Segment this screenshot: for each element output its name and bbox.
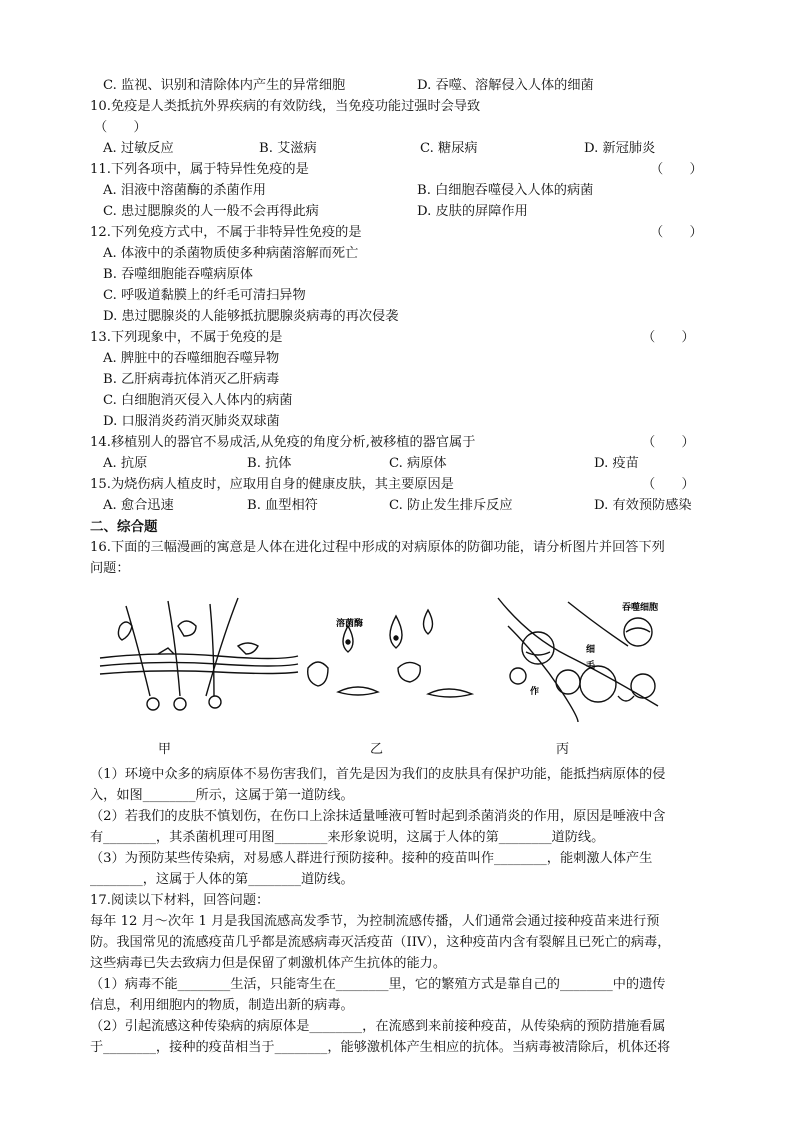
q16-part1-line2: 入，如图________所示，这属于第一道防线。 — [90, 788, 354, 803]
q12-answer-paren: （ ） — [650, 225, 703, 240]
q10-stem: 10.免疫是人类抵抗外界疾病的有效防线，当免疫功能过强时会导致 — [90, 99, 481, 114]
q11-answer-paren: （ ） — [650, 162, 703, 177]
q17-part2-line2: 于________，接种的疫苗相当于________，能够激机体产生相应的抗体。当病毒被清除后，机体还将 — [90, 1040, 671, 1055]
q16-part2-line1: （2）若我们的皮肤不慎划伤，在伤口上涂抹适量唾液可暂时起到杀菌消炎的作用，原因是唾液中含 — [90, 809, 666, 824]
q12-option-b: B. 吞噬细胞能吞噬病原体 — [103, 267, 253, 282]
q10-option-c: C. 糖尿病 — [420, 141, 478, 156]
q15-option-d: D. 有效预防感染 — [594, 498, 692, 513]
q10-option-a: A. 过敏反应 — [103, 141, 174, 156]
q14-option-a: A. 抗原 — [103, 456, 148, 471]
q13-option-c: C. 白细胞消灭侵入人体内的病菌 — [103, 393, 293, 408]
q14-stem: 14.移植别人的器官不易成活,从免疫的角度分析,被移植的器官属于 — [90, 435, 476, 450]
q14-answer-paren: （ ） — [642, 435, 695, 450]
q11-option-b: B. 白细胞吞噬侵入人体的病菌 — [417, 183, 594, 198]
bing-char-zuo: 作 — [530, 687, 540, 697]
q16-stem-line2: 问题： — [90, 561, 130, 576]
q15-option-b: B. 血型相符 — [247, 498, 318, 513]
cartoon-jia-skin-barrier — [100, 598, 298, 710]
q15-option-a: A. 愈合迅速 — [103, 498, 174, 513]
q15-option-c: C. 防止发生排斥反应 — [389, 498, 513, 513]
q12-option-d: D. 患过腮腺炎的人能够抵抗腮腺炎病毒的再次侵袭 — [103, 309, 399, 324]
cartoon-bing-phagocytes — [498, 598, 658, 722]
q13-option-a: A. 脾脏中的吞噬细胞吞噬异物 — [103, 351, 280, 366]
yi-lysozyme-label: 溶菌酶 — [336, 619, 364, 629]
caption-jia: 甲 — [158, 742, 172, 757]
q11-option-a: A. 泪液中溶菌酶的杀菌作用 — [103, 183, 266, 198]
q17-part1-line2: 信息，利用细胞内的物质，制造出新的病毒。 — [90, 998, 354, 1013]
q11-option-d: D. 皮肤的屏障作用 — [417, 204, 528, 219]
q11-option-c: C. 患过腮腺炎的人一般不会再得此病 — [103, 204, 319, 219]
q17-title: 17.阅读以下材料，回答问题： — [90, 893, 270, 908]
q17-material-line1: 每年 12 月～次年 1 月是我国流感高发季节，为控制流感传播，人们通常会通过接种疫苗来进行预 — [90, 914, 660, 929]
q12-option-a: A. 体液中的杀菌物质使多种病菌溶解而死亡 — [103, 246, 359, 261]
q16-part3-line1: （3）为预防某些传染病，对易感人群进行预防接种。接种的疫苗叫作________，能刺激人体产生 — [90, 851, 653, 866]
q13-option-b: B. 乙肝病毒抗体消灭乙肝病毒 — [103, 372, 280, 387]
bing-phagocyte-label: 吞噬细胞 — [622, 603, 659, 613]
q16-part2-line2: 有________，其杀菌机理可用图________来形象说明，这属于人体的第________道防线。 — [90, 830, 605, 845]
q10-option-d: D. 新冠肺炎 — [584, 141, 656, 156]
q10-answer-paren: （ ） — [94, 120, 147, 135]
q13-stem: 13.下列现象中，不属于免疫的是 — [90, 330, 283, 345]
q9-option-d: D. 吞噬、溶解侵入人体的细菌 — [417, 78, 594, 93]
q14-option-d: D. 疫苗 — [594, 456, 639, 471]
q15-stem: 15.为烧伤病人植皮时，应取用自身的健康皮肤，其主要原因是 — [90, 477, 454, 492]
q17-material-line2: 防。我国常见的流感疫苗几乎都是流感病毒灭活疫苗（IIV），这种疫苗内含有裂解且已死亡的病毒， — [90, 935, 671, 950]
q16-part3-line2: ________，这属于人体的第________道防线。 — [90, 872, 354, 887]
q13-answer-paren: （ ） — [642, 330, 695, 345]
q14-option-b: B. 抗体 — [247, 456, 292, 471]
cartoon-yi-lysozyme — [308, 610, 472, 697]
q16-stem-line1: 16.下面的三幅漫画的寓意是人体在进化过程中形成的对病原体的防御功能，请分析图片并回答下列 — [90, 540, 665, 555]
bing-char-xi: 细 — [586, 645, 596, 655]
caption-bing: 丙 — [556, 742, 570, 757]
q17-part2-line1: （2）引起流感这种传染病的病原体是________，在流感到来前接种疫苗，从传染病的预防措施看属 — [90, 1019, 666, 1034]
q16-part1-line1: （1）环境中众多的病原体不易伤害我们，首先是因为我们的皮肤具有保护功能，能抵挡病原体的侵 — [90, 767, 666, 782]
q15-answer-paren: （ ） — [642, 477, 695, 492]
q17-part1-line1: （1）病毒不能________生活，只能寄生在________里，它的繁殖方式是靠自己的________中的遗传 — [90, 977, 666, 992]
caption-yi: 乙 — [370, 742, 384, 757]
q17-material-line3: 这些病毒已失去致病力但是保留了刺激机体产生抗体的能力。 — [90, 956, 447, 971]
q10-option-b: B. 艾滋病 — [259, 141, 317, 156]
q12-stem: 12.下列免疫方式中，不属于非特异性免疫的是 — [90, 225, 362, 240]
q13-option-d: D. 口服消炎药消灭肺炎双球菌 — [103, 414, 280, 429]
section-heading: 二、综合题 — [90, 519, 158, 535]
defense-cartoon-figure — [98, 596, 698, 726]
q9-option-c: C. 监视、识别和清除体内产生的异常细胞 — [103, 78, 346, 93]
q11-stem: 11.下列各项中，属于特异性免疫的是 — [90, 162, 309, 177]
q12-option-c: C. 呼吸道黏膜上的纤毛可清扫异物 — [103, 288, 306, 303]
bing-char-mao: 毛 — [586, 661, 596, 671]
q14-option-c: C. 病原体 — [389, 456, 447, 471]
